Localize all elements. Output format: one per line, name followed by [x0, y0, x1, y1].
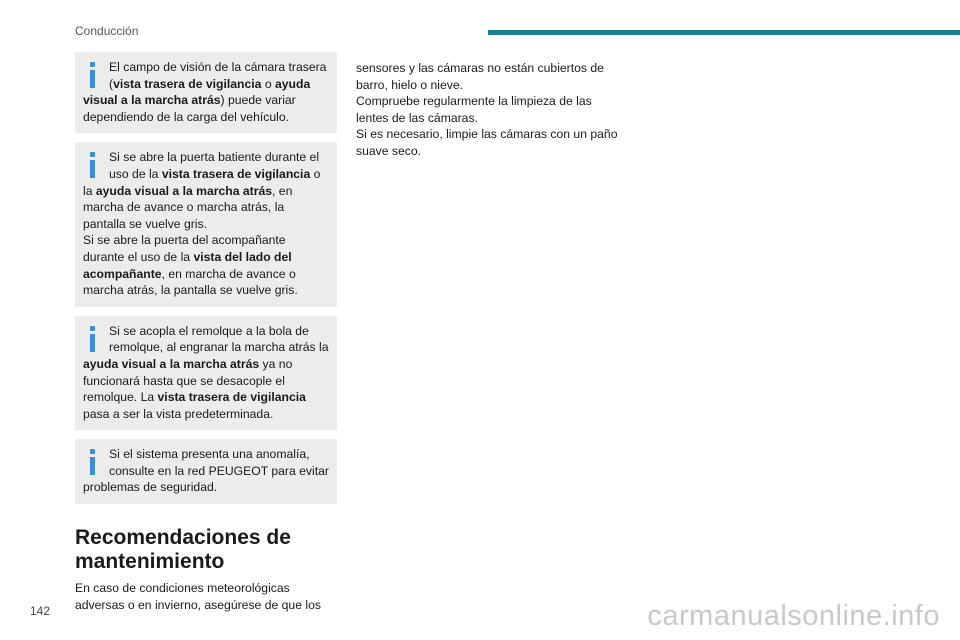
note-bold-term: ayuda visual a la marcha atrás	[83, 76, 311, 108]
info-icon	[87, 449, 99, 475]
section-title: Recomendaciones de mantenimiento	[75, 526, 291, 574]
info-icon	[87, 152, 99, 178]
note-segment: , en marcha de avance o marcha atrás, la pantalla se vuelve gris.	[83, 183, 293, 231]
note-segment: , en marcha de avance o marcha atrás, la pantalla se vuelve gris.	[83, 266, 298, 298]
page-number: 142	[30, 604, 51, 618]
note-bold-term: vista trasera de vigilancia	[161, 166, 311, 181]
note-segment: Si se abre la puerta batiente durante el uso de la	[109, 150, 320, 181]
info-icon	[87, 326, 99, 352]
note-segment: ) puede variar dependiendo de la carga del vehículo.	[83, 93, 296, 124]
info-note-3	[75, 316, 337, 431]
body-paragraph: Compruebe regularmente la limpieza de las lentes de las cámaras.	[356, 94, 592, 125]
note-segment: ya no funcionará hasta que se desacople el remolque. La	[83, 356, 293, 405]
watermark: carmanualsonline.info	[647, 600, 940, 632]
note-segment: Si se acopla el remolque a la bola de remolque, al engranar la marcha atrás la	[109, 323, 329, 355]
note-bold-term: vista del lado del acompañante	[83, 249, 292, 281]
info-note-4	[75, 439, 337, 504]
info-icon	[87, 62, 99, 88]
body-paragraph: Si es necesario, limpie las cámaras con un paño suave seco.	[356, 127, 618, 158]
info-note-1	[75, 52, 337, 133]
note-bold-term: vista trasera de vigilancia	[157, 390, 306, 405]
section-intro: En caso de condiciones meteorológicas adversas o en invierno, asegúrese de que los	[75, 581, 321, 612]
left-column	[75, 52, 337, 613]
note-segment: Si el sistema presenta una anomalía, consulte en la red PEUGEOT para evitar problemas de seguridad.	[83, 447, 329, 495]
note-text	[83, 59, 329, 125]
right-column	[356, 60, 626, 160]
note-bold-term: ayuda visual a la marcha atrás	[95, 183, 273, 198]
note-bold-term: vista trasera de vigilancia	[113, 76, 262, 91]
note-bold-term: ayuda visual a la marcha atrás	[83, 356, 260, 371]
note-text	[83, 446, 329, 496]
header-title: Conducción	[75, 24, 139, 38]
note-segment: o la	[83, 166, 321, 198]
note-segment: El campo de visión de la cámara trasera (	[109, 60, 327, 91]
body-paragraph: sensores y las cámaras no están cubiertos de barro, hielo o nieve.	[356, 61, 604, 92]
note-segment: Si se abre la puerta del acompañante durante el uso de la	[83, 233, 286, 264]
note-text	[83, 149, 329, 298]
note-segment: o	[261, 76, 275, 91]
note-segment: pasa a ser la vista predeterminada.	[83, 406, 274, 421]
note-text	[83, 323, 329, 423]
header-accent-bar	[488, 30, 960, 35]
info-note-2	[75, 142, 337, 306]
